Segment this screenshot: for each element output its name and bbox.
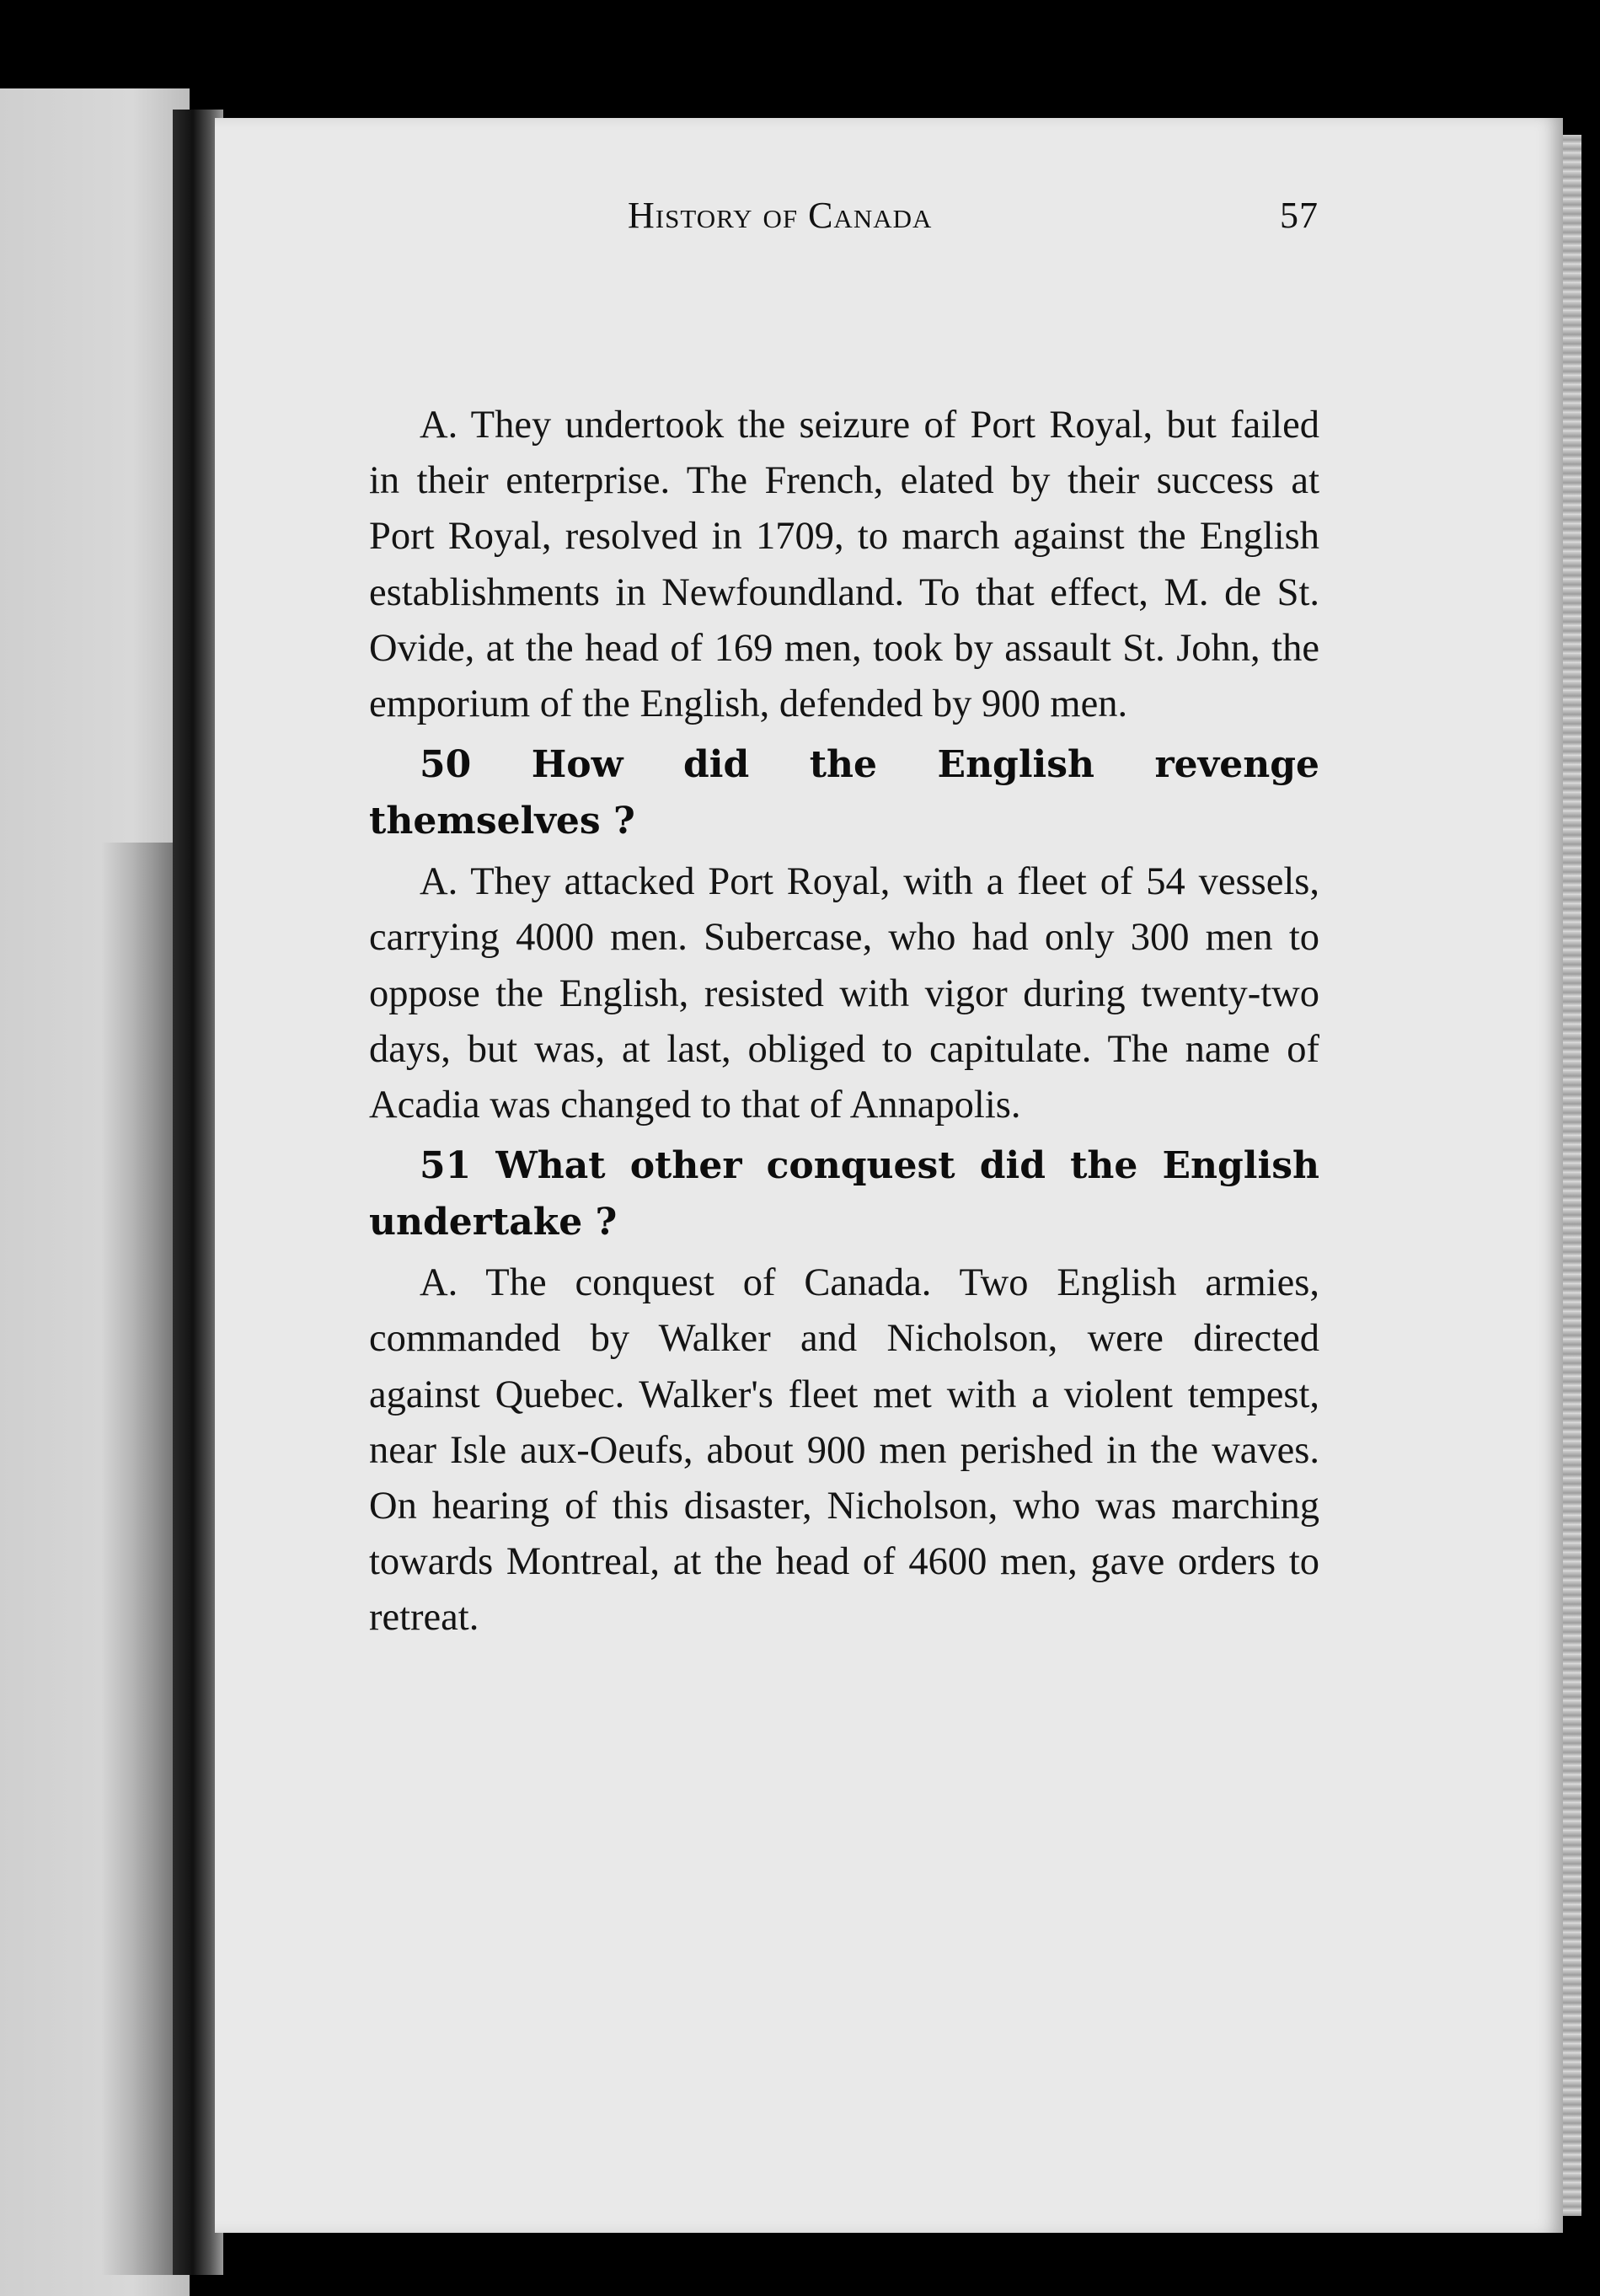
question-heading: 51 What other conquest did the English undertake ? xyxy=(369,1144,1319,1244)
running-head: History of Canada xyxy=(628,195,933,236)
question-heading: 50 How did the English revenge themselves ? xyxy=(369,743,1319,843)
answer-paragraph: A. They attacked Port Royal, with a fleet of 54 vessels, carrying 4000 men. Subercase, who had only 300 men to oppose the English, resisted with vigor during twenty-two days, but was, at last, obliged to capitulate. The name of Acadia was changed to that of Annapolis. xyxy=(369,860,1319,1127)
answer-paragraph: A. The conquest of Canada. Two English armies, commanded by Walker and Nicholson, were directed against Quebec. Walker's fleet met with a violent tempest, near Isle aux-Oeufs, about 900 men perished in the waves. On hearing of this disaster, Nicholson, who was marching towards Montreal, at the head of 4600 men, gave orders to retreat. xyxy=(369,1261,1319,1640)
page-edge xyxy=(1563,135,1581,2216)
page-number: 57 xyxy=(1280,195,1319,236)
answer-paragraph: A. They undertook the seizure of Port Royal, but failed in their enterprise. The French, elated by their success at Port Royal, resolved in 1709, to march against the English establishments in Newfoundland. To that effect, M. de St. Ovide, at the head of 169 men, took by assault St. John, the emporium of the English, defended by 900 men. xyxy=(369,404,1319,726)
page-body xyxy=(369,398,1319,1646)
page-header xyxy=(628,194,1319,253)
